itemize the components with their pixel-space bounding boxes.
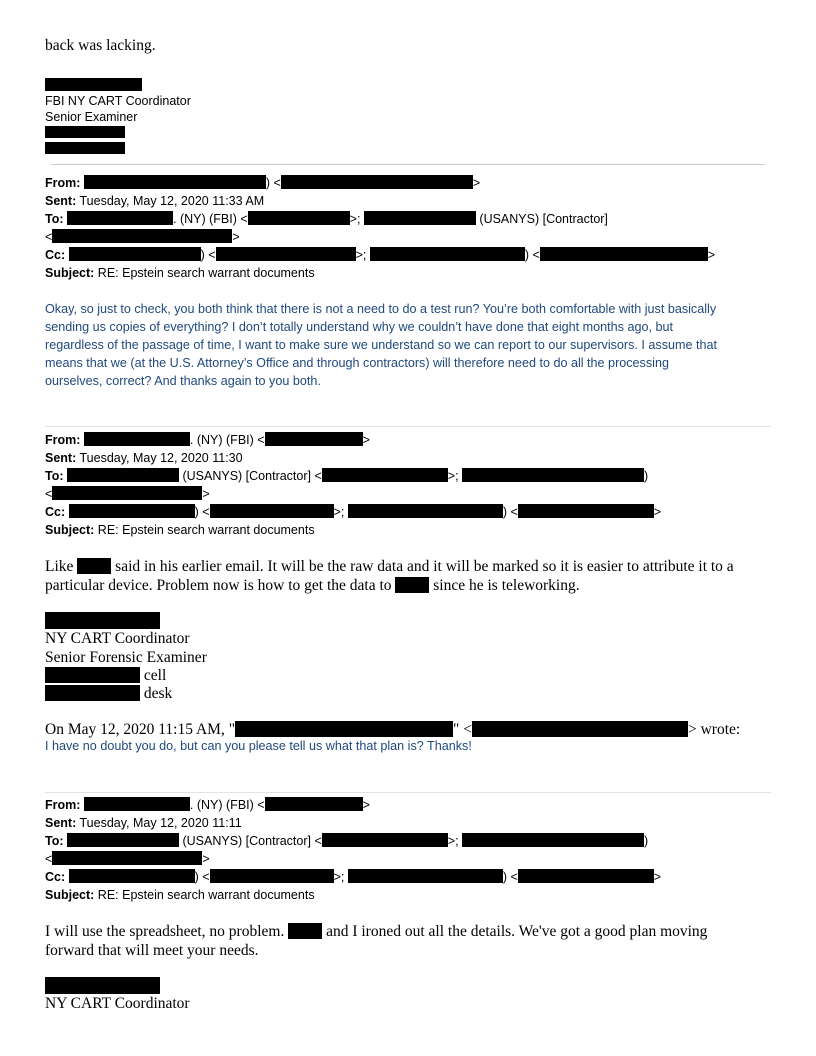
redaction-block [52,229,232,243]
body-text: said in his earlier email. It will be the raw data and it will be marked so it is easier to attribute it to a [115,558,734,575]
sent-value: Tuesday, May 12, 2020 11:30 [79,451,243,465]
redaction-block [52,851,202,865]
redaction-block [322,833,448,847]
redaction-block [84,432,190,446]
email3-from-line [45,797,370,813]
body-text: particular device. Problem now is how to get the data to [45,577,392,594]
from-label: From: [45,433,81,447]
redaction-block [67,211,173,225]
signature-cell [45,667,166,685]
from-text: . (NY) (FBI) < [189,798,265,812]
redaction-block [462,833,644,847]
signature-role: Senior Examiner [45,110,138,124]
sent-value: Tuesday, May 12, 2020 11:11 [79,816,242,830]
to-text: >; [447,834,459,848]
subject-value: RE: Epstein search warrant documents [97,523,315,537]
to-text: (USANYS) [Contractor] [479,212,608,226]
email3-cc-line [45,869,661,885]
redaction-block [52,486,202,500]
quote-header [45,721,740,739]
cc-label: Cc: [45,505,66,519]
email2-to-continued [45,486,210,502]
redaction-block [265,797,363,811]
to-text: < [45,852,53,866]
email2-cc-line [45,504,661,520]
cc-text: ) < [200,248,216,262]
email3-body-line: forward that will meet your needs. [45,942,259,959]
redaction-block [540,247,708,261]
from-text: . (NY) (FBI) < [189,433,265,447]
redaction-block [69,869,195,883]
signature-title: FBI NY CART Coordinator [45,94,191,108]
quote-text: > wrote: [688,721,741,738]
cc-text: > [707,248,716,262]
email3-sent-line [45,815,242,831]
signature-desk [45,685,172,703]
email1-subject-line [45,265,315,281]
redaction-block [45,142,125,154]
signature-role: Senior Forensic Examiner [45,649,207,666]
to-text: > [232,230,240,244]
to-text: (USANYS) [Contractor] < [182,834,322,848]
cc-text: ) < [502,505,518,519]
to-label: To: [45,212,64,226]
redaction-block [235,721,453,737]
email1-from-line [45,175,480,191]
signature-title: NY CART Coordinator [45,995,190,1012]
redaction-block [216,247,356,261]
redaction-block [395,577,429,593]
redaction-block [518,504,654,518]
redaction-block [45,977,160,994]
email3-to-line [45,833,648,849]
sent-label: Sent: [45,451,77,465]
sent-value: Tuesday, May 12, 2020 11:33 AM [79,194,265,208]
from-text: > [362,433,370,447]
redaction-block [322,468,448,482]
redaction-block [45,78,142,91]
redaction-block [348,869,503,883]
separator-line [51,164,765,165]
body-text: Like [45,558,74,575]
redaction-block [281,175,473,189]
separator-line [45,792,771,793]
redaction-block [248,211,350,225]
body-text: since he is teleworking. [433,577,580,594]
cc-text: >; [333,870,345,884]
redaction-block [348,504,503,518]
redaction-block [364,211,476,225]
from-label: From: [45,176,81,190]
to-text: > [202,487,210,501]
subject-label: Subject: [45,523,95,537]
sent-label: Sent: [45,194,77,208]
from-label: From: [45,798,81,812]
redaction-block [67,468,179,482]
quote-body: I have no doubt you do, but can you please tell us what that plan is? Thanks! [45,739,472,753]
cc-text: ) < [502,870,518,884]
sent-label: Sent: [45,816,77,830]
email2-subject-line [45,522,315,538]
redaction-block [472,721,688,737]
quote-text: On May 12, 2020 11:15 AM, " [45,721,236,738]
cc-text: >; [355,248,367,262]
redaction-block [265,432,363,446]
email3-body-line [45,923,707,941]
redaction-block [45,685,140,701]
from-text: > [362,798,370,812]
email1-body-line: Okay, so just to check, you both think that there is not a need to do a test run? You’re both comfortable with just basically [45,302,717,316]
signature-title: NY CART Coordinator [45,630,190,647]
desk-label: desk [143,685,173,702]
redaction-block [84,175,266,189]
email1-body-line: means that we (at the U.S. Attorney’s Office and through contractors) will therefore need to do all the processing [45,356,669,370]
body-text: and I ironed out all the details. We've got a good plan moving [326,923,708,940]
redaction-block [45,612,160,629]
to-label: To: [45,834,64,848]
email2-body-line [45,558,734,576]
cc-label: Cc: [45,248,66,262]
to-text: ) [644,834,649,848]
redaction-block [210,869,334,883]
email2-from-line [45,432,370,448]
body-text: I will use the spreadsheet, no problem. [45,923,285,940]
to-text: >; [447,469,459,483]
redaction-block [84,797,190,811]
cc-text: ) < [194,870,210,884]
email1-to-line [45,211,608,227]
redaction-block [462,468,644,482]
redaction-block [288,923,322,939]
email1-body-line: sending us copies of everything? I don’t totally understand why we couldn’t have done that eight months ago, but [45,320,673,334]
redaction-block [370,247,525,261]
email2-sent-line [45,450,243,466]
redaction-block [69,504,195,518]
from-text: > [472,176,481,190]
email1-body-line: regardless of the passage of time, I want to make sure we understand so we can report to our supervisors. I assume that [45,338,718,352]
to-text: < [45,230,53,244]
to-text: >; [349,212,361,226]
redaction-block [210,504,334,518]
email1-sent-line [45,193,264,209]
cc-text: > [653,870,662,884]
subject-value: RE: Epstein search warrant documents [97,888,315,902]
email2-to-line [45,468,648,484]
cc-text: ) < [524,248,540,262]
redaction-block [45,667,140,683]
redaction-block [67,833,179,847]
email2-body-line [45,577,580,595]
email1-body-line: ourselves, correct? And thanks again to you both. [45,374,321,388]
quote-text: " < [453,721,472,738]
to-text: . (NY) (FBI) < [173,212,248,226]
email1-cc-line [45,247,715,263]
to-text: (USANYS) [Contractor] < [182,469,322,483]
cell-label: cell [143,667,167,684]
subject-value: RE: Epstein search warrant documents [97,266,315,280]
redaction-block [77,558,111,574]
cc-text: >; [333,505,345,519]
continued-text-line: back was lacking. [45,37,156,54]
to-text: < [45,487,53,501]
redaction-block [69,247,201,261]
to-label: To: [45,469,64,483]
cc-text: > [653,505,662,519]
cc-label: Cc: [45,870,66,884]
subject-label: Subject: [45,888,95,902]
redaction-block [45,126,125,138]
email3-to-continued [45,851,210,867]
cc-text: ) < [194,505,210,519]
separator-line [45,426,771,427]
from-text: ) < [265,176,281,190]
subject-label: Subject: [45,266,95,280]
redaction-block [518,869,654,883]
to-text: ) [644,469,649,483]
to-text: > [202,852,210,866]
email1-to-continued [45,229,240,245]
email3-subject-line [45,887,315,903]
